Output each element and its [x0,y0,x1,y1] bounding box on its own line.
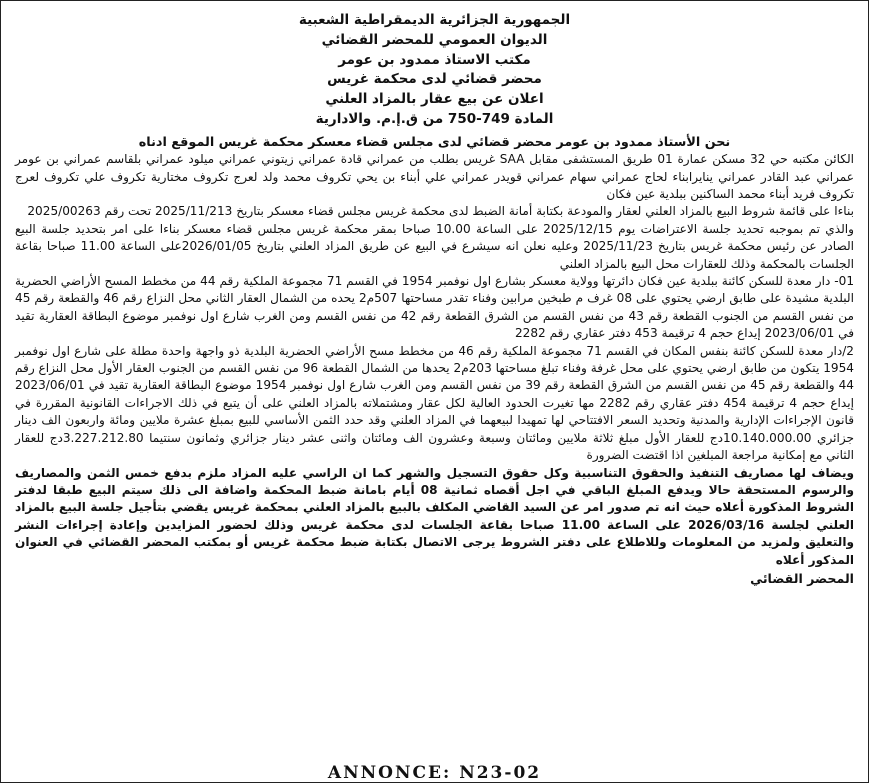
paragraph-property-1: 01- دار معدة للسكن كائنة ببلدية عين فكان دائرتها وولاية معسكر بشارع اول نوفمبر 1954 في القسم 71 مجموعة الملكية رقم 44 من مخطط المسح الأراضي الحضرية البلدية مشيدة على طابق ارضي يحتوي على 08 غرف م طبخين مرابين وفناء تقدر مساحتها 507م2 يحده من الشمال العقار الثاني محل النزاع رقم 46 والقطعة رقم 45 من نفس القسم من الجنوب القطعة رقم 43 من نفس القسم من الشرق القطعة رقم 42 من نفس القسم ومن الغرب شارع اول نوفمبر موضوع البطاقة العقارية تقيد في 2023/06/01 إيداع حجم 4 ترقيمة 453 دفتر عقاري رقم 2282 [15,274,855,341]
header-block [15,11,854,130]
paragraph-fees: ويضاف لها مصاريف التنفيذ والحقوق التناسبية وكل حقوق التسجيل والشهر كما ان الراسي عليه المزاد ملزم بدفع خمس الثمن والمصاريف والرسوم المستحقة حالا ويدفع المبلغ الباقي في اجل أقصاه ثمانية 08 أيام بامانة ضبط المحكمة واضافة الى ذلك سيتم البيع طبقا لدفتر الشروط المذكورة أعلاه حيث انه تم صدور امر عن السيد القاضي المكلف بالبيع بالمزاد العلني بمحكمة غريس يقضي بتأجيل جلسة البيع بالمزاد العلني لجلسة 2026/03/16 على الساعة 11.00 صباحا بقاعة الجلسات لدى محكمة غريس وذلك لحضور المزايدين وإعادة إجراءات النشر والتعليق ولمزيد من المعلومات وللاطلاع على دفتر الشروط يرجى الاتصال بكتابة ضبط محكمة غريس أو بمكتب المحضر القضائي في العنوان المذكور أعلاه [15,465,855,567]
intro-line: نحن الأستاذ ممدود بن عومر محضر قضائي لدى مجلس قضاء معسكر محكمة غريس الموقع ادناه [138,134,731,150]
legal-article: المادة 749-750 من ق.إ.م. والادارية [315,110,554,127]
paragraph-requesters: الكائن مكتبه حي 32 مسكن عمارة 01 طريق المستشفى مقابل SAA غريس بطلب من عمراني قادة عمراني زيتوني عمراني ميلود عمراني بلقاسم عمراني بن عومر عمراني عبد القادر عمراني ينايرابناء لحاج عمراني سهام عمراني قويدر عمراني علي أبناء بن يحي تكروف محمد ولد لعرج تكروف مختارية تكروف علي تكروف لعرج تكروف فريد أبناء محمد الساكنين ببلدية عين فكان [15,152,854,201]
republic-title: الجمهورية الجزائرية الديمقراطية الشعبية [298,12,571,28]
paragraph-sale-date: والذي تم بموجبه تحديد جلسة الاعتراضات يوم 2025/12/15 على الساعة 10.00 صباحا بمقر محكمة غريس مجلس قضاء معسكر بناءا على امر بتحديد جلسة البيع الصادر عن رئيس محكمة غريس بتاريخ 2025/11/23 وعليه نعلن انه سيشرع في البيع عن طريق المزاد العلني بتاريخ 2026/01/05على الساعة 11.00 صباحا بقاعة الجلسات بالمحكمة وذلك للعقارات محل البيع بالمزاد العلني [15,221,855,271]
court-title: محضر قضائي لدى محكمة غريس [327,71,542,88]
signature: المحضر القضائي [750,570,854,586]
announcement-title: اعلان عن بيع عقار بالمزاد العلني [325,91,544,108]
paragraph-property-2: 2/دار معدة للسكن كائنة بنفس المكان في القسم 71 مجموعة الملكية رقم 46 من مخطط مسح الأراضي الحضرية البلدية ذو واجهة واحدة مطلة على شارع اول نوفمبر 1954 يتكون من طابق ارضي يحتوي على محل غرفة وفناء تبلغ مساحتها 203م2 يحدها من الشمال القطعة 96 من نفس القسم من الجنوب العقار الأول محل النزاع رقم 44 والقطعة رقم 45 من نفس القسم من الشرق القطعة رقم 39 من نفس القسم ومن الغرب شارع اول نوفمبر 1954 موضوع البطاقة العقارية تقيد في 2023/06/01 إيداع حجم 4 ترقيمة 454 دفتر عقاري رقم 2282 مها تغيرت الحدود العالية لكل عقار ومشتملاته بالمزاد العلني على أن يتبع في ذلك الاجراءات القانونية المقررة في قانون الإجراءات الإدارية والمدنية وتحديد السعر الافتتاحي لها تمهيدا لبيعهما في المزاد العلني وقد حدد الثمن الأساسي للبيع بمبلغ عشرة ملايين ومائة واربعون الف دينار جزائري 10.140.000.00دج للعقار الأول مبلغ ثلاثة ملايين ومائتان وسبعة وعشرون الف ومائتان واثنى عشر دينار جزائري وثمانون سنتيما 3.227.212.80دج للعقار الثاني مع إمكانية مراجعة المبلغين اذا اقتضت الضرورة [15,343,854,463]
paragraph-conditions: بناءا على قائمة شروط البيع بالمزاد العلني لعقار والمودعة بكتابة أمانة الضبط لدى محكمة غريس مجلس قضاء معسكر بتاريخ 2025/11/213 تحت رقم 2025/00263 [27,204,854,219]
office-title: الديوان العمومي للمحضر القضائي [321,31,548,48]
bailiff-office: مكتب الاستاذ ممدود بن عومر [338,51,531,68]
announcement-reference: ANNONCE: N23-02 [327,763,542,783]
announcement-body [15,134,854,569]
